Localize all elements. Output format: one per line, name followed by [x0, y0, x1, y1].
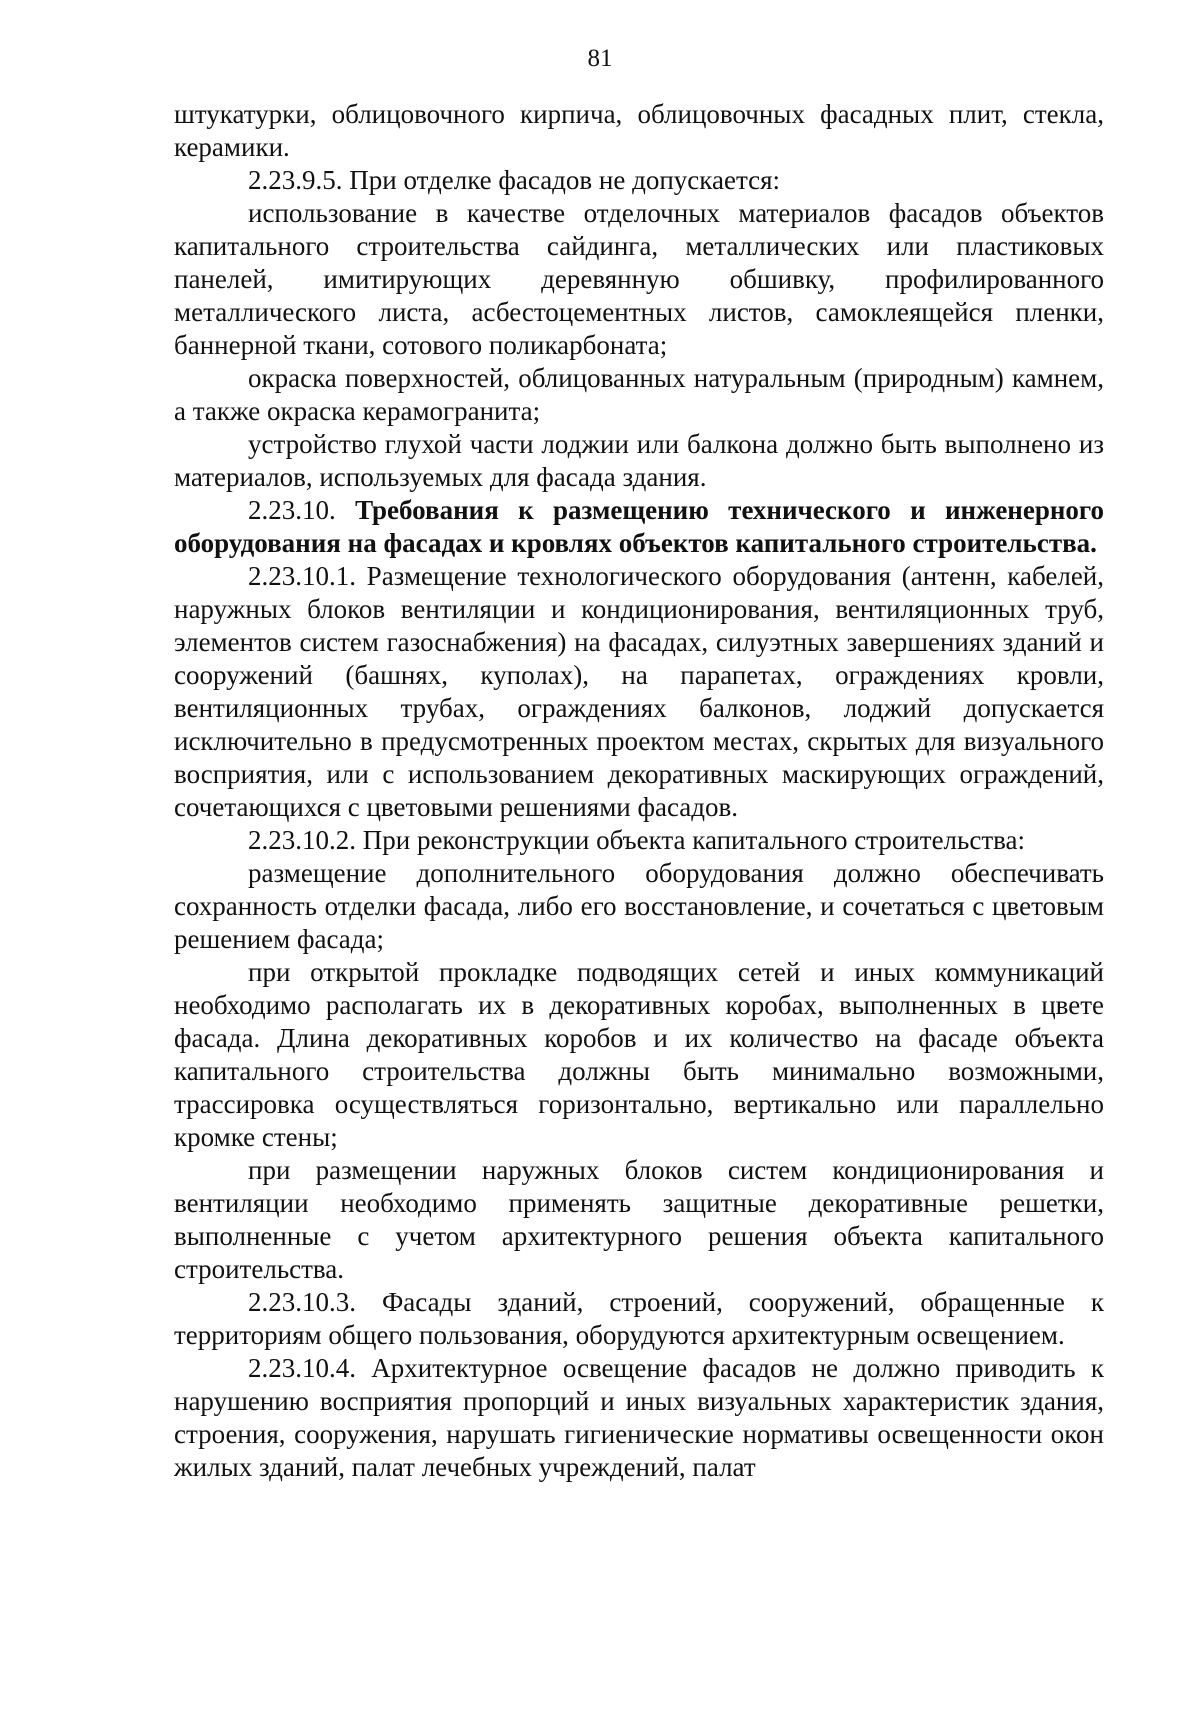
paragraph: использование в качестве отделочных материалов фасадов объектов капитального строительства сайдинга, металлических или пластиковых панелей, имитирующих деревянную обшивку, профилированного металлического листа, асбестоцементных листов, самоклеящейся пленки, баннерной ткани, сотового поликарбоната;: [174, 198, 1104, 360]
section-heading: Требования к размещению технического и инженерного оборудования на фасадах и кровлях объектов капитального строительства.: [174, 495, 1105, 558]
paragraph: 2.23.10.4. Архитектурное освещение фасадов не должно приводить к нарушению восприятия пропорций и иных визуальных характеристик здания, строения, сооружения, нарушать гигиенические нормативы освещенности окон жилых зданий, палат лечебных учреждений, палат: [174, 1353, 1104, 1482]
paragraph: при открытой прокладке подводящих сетей и иных коммуникаций необходимо располагать их в декоративных коробах, выполненных в цвете фасада. Длина декоративных коробов и их количество на фасаде объекта капитального строительства должны быть минимально возможными, трассировка осуществляться горизонтально, вертикально или параллельно кромке стены;: [174, 957, 1104, 1152]
paragraph: при размещении наружных блоков систем кондиционирования и вентиляции необходимо применять защитные декоративные решетки, выполненные с учетом архитектурного решения объекта капитального строительства.: [174, 1155, 1104, 1284]
section-number: 2.23.10.: [248, 495, 336, 525]
paragraph: 2.23.10.1. Размещение технологического оборудования (антенн, кабелей, наружных блоков вентиляции и кондиционирования, вентиляционных труб, элементов систем газоснабжения) на фасадах, силуэтных завершениях зданий и сооружений (башнях, куполах), на парапетах, ограждениях кровли, вентиляционных трубах, ограждениях балконов, лоджий допускается исключительно в предусмотренных проектом местах, скрытых для визуального восприятия, или с использованием декоративных маскирующих ограждений, сочетающихся с цветовыми решениями фасадов.: [174, 561, 1104, 822]
document-body: [174, 98, 1104, 1484]
paragraph: размещение дополнительного оборудования должно обеспечивать сохранность отделки фасада, либо его восстановление, и сочетаться с цветовым решением фасада;: [174, 858, 1104, 954]
page-number: 81: [587, 45, 613, 72]
paragraph: штукатурки, облицовочного кирпича, облицовочных фасадных плит, стекла, керамики.: [174, 99, 1104, 162]
section-heading-paragraph: [174, 494, 1104, 560]
paragraph: 2.23.10.2. При реконструкции объекта капитального строительства:: [248, 825, 1026, 855]
paragraph: 2.23.9.5. При отделке фасадов не допускается:: [248, 165, 780, 195]
paragraph: 2.23.10.3. Фасады зданий, строений, сооружений, обращенные к территориям общего пользования, оборудуются архитектурным освещением.: [174, 1287, 1104, 1350]
paragraph: окраска поверхностей, облицованных натуральным (природным) камнем, а также окраска керамогранита;: [174, 363, 1104, 426]
paragraph: устройство глухой части лоджии или балкона должно быть выполнено из материалов, используемых для фасада здания.: [174, 429, 1104, 492]
